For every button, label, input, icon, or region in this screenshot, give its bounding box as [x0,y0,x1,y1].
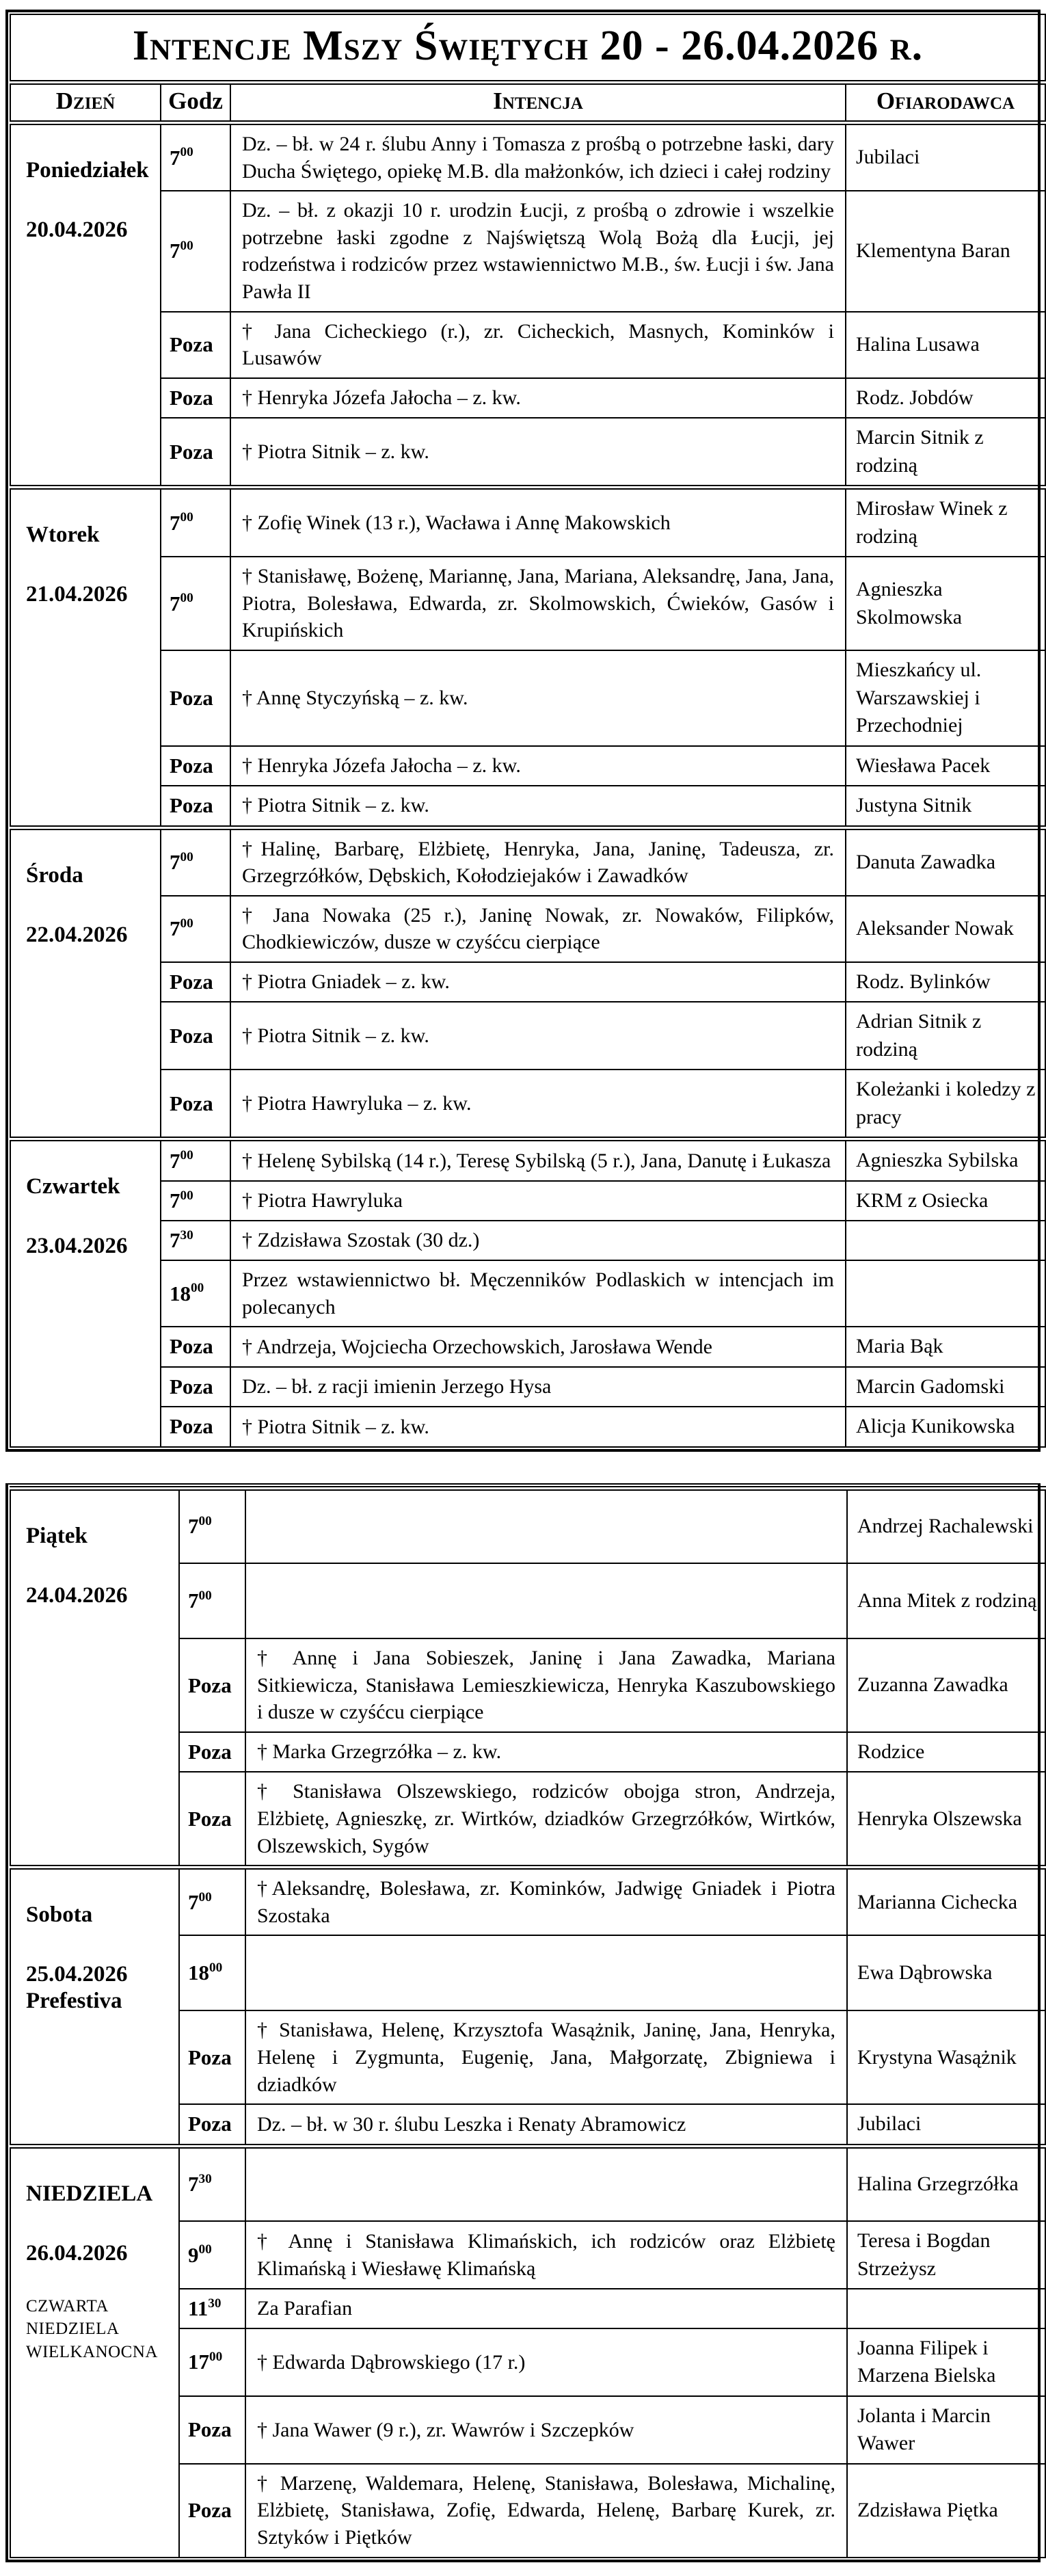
time-cell [161,1002,230,1070]
day-name: Czwartek [26,1174,120,1199]
time-cell [179,1772,245,1867]
intention-cell: † Piotra Sitnik – z. kw. [230,786,846,827]
intention-row [10,1002,1045,1070]
time-cell [179,1868,245,1936]
time-label: Poza [170,1091,213,1115]
time-cell [161,786,230,827]
offeror-cell [847,2289,1045,2328]
intention-row [10,1488,1045,1563]
offeror-cell: Wiesława Pacek [846,746,1045,786]
offeror-cell: Teresa i Bogdan Strzeżysz [847,2221,1045,2289]
day-date: 26.04.2026 [26,2240,128,2266]
day-date: 25.04.2026 [26,1962,128,1987]
offeror-cell: Jubilaci [847,2104,1045,2146]
time-label: 17 [188,2350,209,2374]
time-cell [161,962,230,1002]
day-section [10,1488,1045,1868]
day-section [10,488,1045,827]
offeror-cell: Anna Mitek z rodziną [847,1563,1045,1638]
day-section [10,1868,1045,2146]
offeror-cell: Halina Grzegrzółka [847,2146,1045,2221]
time-label: Poza [170,332,213,357]
time-cell [179,1732,245,1772]
intention-cell: † Piotra Sitnik – z. kw. [230,1407,846,1447]
time-cell [161,378,230,419]
time-label: 7 [188,1589,199,1613]
day-cell [10,1139,161,1447]
page-title: Intencje Mszy Świętych 20 - 26.04.2026 r. [10,14,1045,83]
time-minutes-superscript: 00 [180,849,193,864]
offeror-cell: KRM z Osiecka [846,1181,1045,1221]
time-cell [161,896,230,962]
time-minutes-superscript: 00 [209,1961,223,1976]
intention-cell: † Piotra Hawryluka [230,1181,846,1221]
time-cell [161,557,230,650]
intention-row [10,827,1045,896]
time-cell [161,1221,230,1260]
intention-cell: † Zdzisława Szostak (30 dz.) [230,1221,846,1260]
offeror-cell: Joanna Filipek i Marzena Bielska [847,2328,1045,2396]
time-cell [179,1563,245,1638]
title-row [10,14,1045,83]
offeror-cell: Justyna Sitnik [846,786,1045,827]
column-header-intention: Intencja [230,83,846,123]
offeror-cell: Koleżanki i koledzy z pracy [846,1070,1045,1139]
time-label: 7 [170,1189,180,1213]
day-name: NIEDZIELA [26,2181,153,2206]
offeror-cell: Andrzej Rachalewski [847,1488,1045,1563]
offeror-cell: Klementyna Baran [846,191,1045,311]
day-section [10,827,1045,1139]
time-cell [161,1070,230,1139]
time-minutes-superscript: 00 [180,1148,193,1163]
intention-cell: †Halinę, Barbarę, Elżbietę, Henryka, Jana, Janinę, Tadeusza, zr. Grzegrzółków, Dębskich, Kołodziejaków i Zawadków [230,827,846,896]
time-cell [179,2396,245,2464]
intention-cell: † Annę Styczyńską – z. kw. [230,650,846,746]
time-label: 7 [188,1514,199,1539]
time-label: 7 [170,916,180,941]
intention-row [10,1868,1045,1936]
intention-cell: † Marzenę, Waldemara, Helenę, Stanisława, Bolesława, Michalinę, Elżbietę, Stanisława, Zofię, Edwarda, Helenę, Barbarę Kurek, zr. Sztyków i Piętków [245,2464,847,2558]
time-label: 7 [170,1228,180,1253]
time-minutes-superscript: 00 [198,1889,212,1904]
time-minutes-superscript: 00 [180,916,193,931]
time-cell [179,2464,245,2558]
intention-cell [245,1935,847,2010]
intention-row [10,746,1045,786]
intention-cell: Przez wstawiennictwo bł. Męczenników Podlaskich w intencjach im polecanych [230,1260,846,1327]
time-cell [161,1260,230,1327]
time-minutes-superscript: 00 [198,1514,212,1529]
time-label: Poza [170,439,213,464]
intention-row [10,2146,1045,2221]
time-minutes-superscript: 30 [180,1227,193,1243]
mass-intentions-table-1 [10,14,1046,1448]
offeror-cell: Rodz. Bylinków [846,962,1045,1002]
intention-row [10,418,1045,488]
intention-cell: † Andrzeja, Wojciecha Orzechowskich, Jarosława Wende [230,1327,846,1367]
intention-row [10,312,1045,378]
time-label: Poza [188,1806,232,1831]
time-cell [161,488,230,557]
intention-cell: † Annę i Stanisława Klimańskich, ich rodziców oraz Elżbietę Klimańską i Wiesławę Klimańską [245,2221,847,2289]
day-name: Piątek [26,1523,88,1548]
day-liturgical-note: CZWARTA NIEDZIELA WIELKANOCNA [26,2296,158,2362]
day-cell [10,827,161,1139]
column-header-time: Godz [161,83,230,123]
intention-cell: Za Parafian [245,2289,847,2328]
time-cell [179,1488,245,1563]
intention-cell: † Annę i Jana Sobieszek, Janinę i Jana Zawadka, Mariana Sitkiewicza, Stanisława Lemieszkiewicza, Henryka Kaszubowskiego i dusze w czyśćcu cierpiące [245,1638,847,1732]
time-label: 7 [188,1889,199,1914]
offeror-cell: Rodz. Jobdów [846,378,1045,419]
time-cell [161,827,230,896]
time-minutes-superscript: 00 [191,1281,204,1296]
time-minutes-superscript: 30 [198,2172,212,2187]
intention-cell: † Henryka Józefa Jałocha – z. kw. [230,378,846,419]
intention-cell: †Aleksandrę, Bolesława, zr. Kominków, Jadwigę Gniadek i Piotra Szostaka [245,1868,847,1936]
day-section [10,2146,1045,2557]
offeror-cell [846,1260,1045,1327]
day-section [10,123,1045,488]
day-cell [10,488,161,827]
time-label: 7 [188,2172,199,2196]
offeror-cell: Agnieszka Skolmowska [846,557,1045,650]
time-minutes-superscript: 00 [198,1588,212,1603]
intention-row [10,786,1045,827]
intention-cell: † Zofię Winek (13 r.), Wacława i Annę Makowskich [230,488,846,557]
time-label: 7 [170,591,180,615]
offeror-cell: Rodzice [847,1732,1045,1772]
offeror-cell: Marcin Gadomski [846,1367,1045,1407]
day-date: 21.04.2026 [26,582,128,607]
intention-cell [245,2146,847,2221]
time-minutes-superscript: 00 [180,239,193,254]
intention-row [10,896,1045,962]
intention-row [10,1139,1045,1181]
intentions-table-week-part1 [5,10,1041,1452]
time-label: 7 [170,145,180,170]
intention-row [10,123,1045,191]
time-label: Poza [170,685,213,710]
intentions-table-week-part2 [5,1483,1041,2562]
time-cell [161,1407,230,1447]
table-header-row [10,83,1045,123]
time-cell [161,650,230,746]
intention-cell: † Piotra Sitnik – z. kw. [230,418,846,488]
intention-row [10,488,1045,557]
intention-row [10,191,1045,311]
offeror-cell: Agnieszka Sybilska [846,1139,1045,1181]
intention-cell: † Edwarda Dąbrowskiego (17 r.) [245,2328,847,2396]
time-cell [161,1367,230,1407]
day-date: 22.04.2026 [26,922,128,947]
intention-row [10,1260,1045,1327]
time-cell [161,418,230,488]
time-label: 7 [170,850,180,875]
day-name: Poniedziałek [26,158,149,183]
intention-cell: † Stanisławę, Bożenę, Mariannę, Jana, Mariana, Aleksandrę, Jana, Jana, Piotra, Bolesława, Edwarda, zr. Skolmowskich, Ćwieków, Gasów i Krupińskich [230,557,846,650]
time-cell [161,1327,230,1367]
intention-cell: † Helenę Sybilską (14 r.), Teresę Sybilską (5 r.), Jana, Danutę i Łukasza [230,1139,846,1181]
time-minutes-superscript: 30 [208,2296,222,2311]
time-cell [161,746,230,786]
day-date: 24.04.2026 [26,1582,128,1608]
intention-cell: Dz. – bł. z okazji 10 r. urodzin Łucji, z prośbą o zdrowie i wszelkie potrzebne łaski zgodne z Najświętszą Wolą Bożą dla Łucji, jej rodzeństwa i rodziców przez wstawiennictwo M.B., św. Łucji i św. Jana Pawła II [230,191,846,311]
time-cell [161,191,230,311]
time-label: 7 [170,1148,180,1173]
intention-row [10,1070,1045,1139]
offeror-cell: Aleksander Nowak [846,896,1045,962]
mass-intentions-table-2 [10,1486,1046,2558]
day-cell [10,1488,179,1868]
intention-row [10,1367,1045,1407]
tables-gap [5,1452,1041,1483]
time-label: 11 [188,2296,209,2321]
time-label: Poza [170,970,213,994]
time-cell [179,2146,245,2221]
intention-row [10,962,1045,1002]
offeror-cell: Zuzanna Zawadka [847,1638,1045,1732]
time-cell [179,2104,245,2146]
intention-row [10,1181,1045,1221]
time-minutes-superscript: 00 [180,591,193,606]
time-cell [179,2221,245,2289]
day-name: Środa [26,862,83,888]
time-label: 7 [170,239,180,263]
offeror-cell: Adrian Sitnik z rodziną [846,1002,1045,1070]
intention-cell: † Jana Cicheckiego (r.), zr. Cicheckich, Masnych, Kominków i Lusawów [230,312,846,378]
intention-cell: † Jana Nowaka (25 r.), Janinę Nowak, zr. Nowaków, Filipków, Chodkiewiczów, dusze w czyśćcu cierpiące [230,896,846,962]
day-date: 23.04.2026 [26,1234,128,1259]
time-label: Poza [170,1374,213,1398]
intention-row [10,1221,1045,1260]
offeror-cell: Marianna Cichecka [847,1868,1045,1936]
day-name: Wtorek [26,522,100,548]
intention-cell: † Stanisława Olszewskiego, rodziców obojga stron, Andrzeja, Elżbietę, Agnieszkę, zr. Wirtków, dziadków Grzegrzółków, Wirtków, Olszewskich, Sygów [245,1772,847,1867]
offeror-cell: Krystyna Wasążnik [847,2010,1045,2104]
time-label: 18 [188,1961,209,1985]
day-subtitle: Prefestiva [26,1989,122,2014]
intention-cell: Dz. – bł. z racji imienin Jerzego Hysa [230,1367,846,1407]
time-cell [161,123,230,191]
column-header-offeror: Ofiarodawca [846,83,1045,123]
time-cell [179,2289,245,2328]
column-header-day: Dzień [10,83,161,123]
time-label: Poza [188,2045,232,2069]
time-cell [161,312,230,378]
day-date: 20.04.2026 [26,217,128,242]
intention-cell [245,1488,847,1563]
time-label: 7 [170,510,180,535]
intention-cell: † Stanisława, Helenę, Krzysztofa Wasążnik, Janinę, Jana, Henryka, Helenę i Zygmunta, Eugenię, Jana, Małgorzatę, Zbigniewa i dziadków [245,2010,847,2104]
offeror-cell: Jubilaci [846,123,1045,191]
intention-row [10,650,1045,746]
time-cell [161,1181,230,1221]
offeror-cell: Danuta Zawadka [846,827,1045,896]
day-cell [10,2146,179,2557]
offeror-cell: Ewa Dąbrowska [847,1935,1045,2010]
intention-cell [245,1563,847,1638]
time-label: Poza [188,1673,232,1697]
intention-cell: Dz. – bł. w 24 r. ślubu Anny i Tomasza z prośbą o potrzebne łaski, dary Ducha Świętego, opiekę M.B. dla małżonków, ich dzieci i całej rodziny [230,123,846,191]
intention-cell: † Piotra Sitnik – z. kw. [230,1002,846,1070]
time-cell [179,2010,245,2104]
time-label: Poza [170,386,213,410]
intention-cell: Dz. – bł. w 30 r. ślubu Leszka i Renaty Abramowicz [245,2104,847,2146]
intention-cell: † Piotra Gniadek – z. kw. [230,962,846,1002]
time-label: Poza [170,1414,213,1439]
offeror-cell: Maria Bąk [846,1327,1045,1367]
intention-cell: † Jana Wawer (9 r.), zr. Wawrów i Szczepków [245,2396,847,2464]
offeror-cell: Jolanta i Marcin Wawer [847,2396,1045,2464]
time-label: Poza [188,1740,232,1764]
time-label: Poza [188,2498,232,2523]
time-cell [179,1935,245,2010]
offeror-cell: Alicja Kunikowska [846,1407,1045,1447]
intention-row [10,1407,1045,1447]
offeror-cell: Halina Lusawa [846,312,1045,378]
time-minutes-superscript: 00 [198,2242,212,2257]
intention-cell: † Marka Grzegrzółka – z. kw. [245,1732,847,1772]
time-minutes-superscript: 00 [209,2350,223,2365]
intention-cell: † Piotra Hawryluka – z. kw. [230,1070,846,1139]
time-label: 9 [188,2242,199,2267]
time-minutes-superscript: 00 [180,510,193,525]
time-label: Poza [170,1023,213,1048]
time-label: Poza [188,2417,232,2442]
time-label: 18 [170,1281,191,1305]
offeror-cell: Mieszkańcy ul. Warszawskiej i Przechodniej [846,650,1045,746]
time-minutes-superscript: 00 [180,1188,193,1203]
time-cell [161,1139,230,1181]
intention-cell: † Henryka Józefa Jałocha – z. kw. [230,746,846,786]
intention-row [10,378,1045,419]
day-cell [10,123,161,488]
intention-row [10,1327,1045,1367]
offeror-cell: Mirosław Winek z rodziną [846,488,1045,557]
time-cell [179,1638,245,1732]
time-label: Poza [188,2112,232,2136]
day-cell [10,1868,179,2146]
time-minutes-superscript: 00 [180,145,193,160]
day-section [10,1139,1045,1447]
offeror-cell: Henryka Olszewska [847,1772,1045,1867]
time-label: Poza [170,1334,213,1359]
time-label: Poza [170,793,213,818]
offeror-cell: Marcin Sitnik z rodziną [846,418,1045,488]
time-cell [179,2328,245,2396]
time-label: Poza [170,753,213,778]
offeror-cell: Zdzisława Piętka [847,2464,1045,2558]
day-name: Sobota [26,1902,93,1928]
offeror-cell [846,1221,1045,1260]
intention-row [10,557,1045,650]
